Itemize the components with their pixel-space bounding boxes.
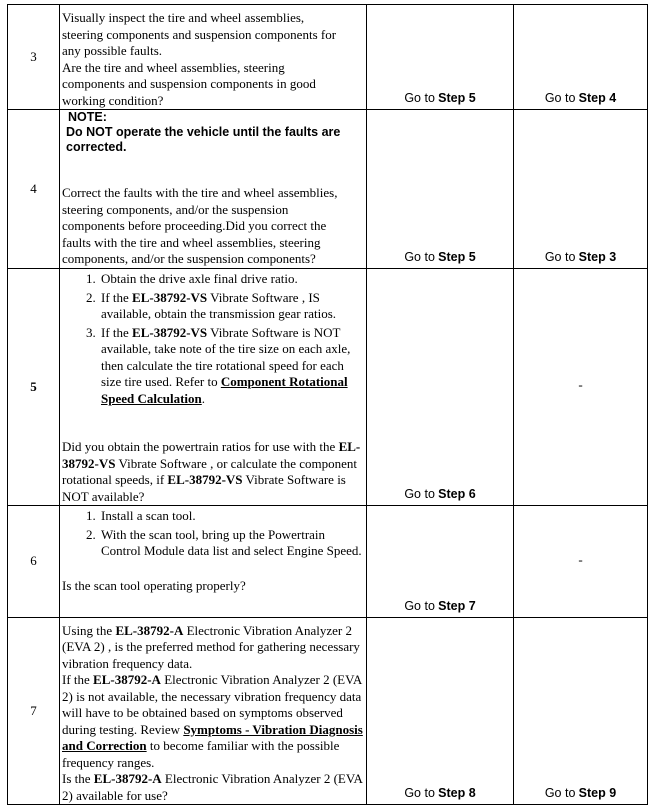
- note-heading: NOTE:: [68, 110, 107, 124]
- action-line: components, and/or the suspension components?: [62, 251, 316, 266]
- tool-id: EL-38792-VS: [132, 324, 208, 340]
- action-line: components before proceeding.Did you correct the: [62, 218, 327, 233]
- step-number: 6: [8, 506, 60, 618]
- goto-step-link[interactable]: Step 8: [438, 785, 476, 800]
- goto-step-link[interactable]: Step 3: [578, 249, 617, 264]
- spacer: [62, 409, 364, 439]
- goto-step-link[interactable]: Step 4: [578, 90, 617, 105]
- action-line: Correct the faults with the tire and wheel assemblies,: [62, 185, 338, 200]
- step-question: Is the EL-38792-A Electronic Vibration Analyzer 2 (EVA 2) available for use?: [62, 771, 363, 803]
- table-row-step-5: [8, 269, 648, 506]
- tool-id: EL-38792-A: [115, 622, 184, 638]
- step-paragraph: If the EL-38792-A Electronic Vibration Analyzer 2 (EVA 2) is not available, the necessary vibration frequency data will have to be obtained based on symptoms observed during testing. Review Symptoms - Vibration Diagnosis and Correction to become familiar with the possible frequency ranges.: [62, 672, 363, 770]
- yes-result: [367, 110, 514, 269]
- goto-prefix: Go to: [544, 785, 576, 800]
- goto-step-link[interactable]: Step 6: [438, 486, 476, 501]
- no-result: -: [514, 506, 648, 618]
- rotational-speed-link[interactable]: Component Rotational Speed Calculation: [101, 374, 348, 406]
- goto-step-link[interactable]: Step 7: [438, 598, 476, 613]
- note-text: Do NOT operate the vehicle until the faults are corrected.: [66, 125, 341, 154]
- no-result: -: [514, 269, 648, 506]
- action-line: faults with the tire and wheel assemblies, steering: [62, 234, 321, 250]
- action-line: steering components and suspension components for: [62, 26, 337, 42]
- step-number: 5: [8, 269, 60, 506]
- no-result: [514, 110, 648, 269]
- step-question: Did you obtain the powertrain ratios for use with the EL-38792-VS Vibrate Software , or calculate the component rotational speeds, if EL-38792-VS Vibrate Software is NOT available?: [62, 439, 361, 504]
- action-line: Are the tire and wheel assemblies, steering: [62, 59, 285, 75]
- step-action: [60, 269, 367, 506]
- list-item: 1. Obtain the drive axle final drive ratio.: [99, 271, 364, 288]
- list-item: 2. With the scan tool, bring up the Powertrain Control Module data list and select Engine Speed.: [99, 527, 364, 560]
- yes-result: [367, 5, 514, 110]
- action-line: components and suspension components in good: [62, 76, 316, 91]
- yes-result: [367, 269, 514, 506]
- action-line: any possible faults.: [62, 43, 163, 58]
- tool-id: EL-38792-A: [93, 771, 162, 786]
- no-result: [514, 618, 648, 805]
- goto-prefix: Go to: [404, 249, 435, 264]
- goto-prefix: Go to: [544, 90, 576, 105]
- step-paragraph: Using the EL-38792-A Electronic Vibration Analyzer 2 (EVA 2) , is the preferred method for gathering necessary vibration frequency data.: [62, 622, 360, 671]
- step-action: [60, 506, 367, 618]
- procedure-list: [62, 508, 364, 560]
- goto-step-link[interactable]: Step 5: [438, 249, 476, 264]
- yes-result: [367, 618, 514, 805]
- yes-result: [367, 506, 514, 618]
- goto-step-link[interactable]: Step 5: [438, 90, 476, 105]
- step-number: 7: [8, 618, 60, 805]
- tool-id: EL-38792-VS: [132, 289, 208, 305]
- goto-prefix: Go to: [404, 785, 435, 800]
- list-item: 3. If the EL-38792-VS Vibrate Software is NOT available, take note of the tire size on each axle, then calculate the tire rotational speed for each size tire used. Refer to Component Rotational Speed Calculation.: [99, 325, 364, 408]
- step-action: [60, 618, 367, 805]
- list-item: 1. Install a scan tool.: [99, 508, 364, 525]
- goto-prefix: Go to: [404, 598, 435, 613]
- symptoms-vibration-link[interactable]: Symptoms - Vibration Diagnosis and Correction: [62, 721, 363, 753]
- diagnostic-steps-table: [7, 4, 648, 805]
- goto-step-link[interactable]: Step 9: [578, 785, 617, 800]
- goto-prefix: Go to: [544, 249, 576, 264]
- table-row-step-4: [8, 110, 648, 269]
- spacer: [62, 562, 364, 578]
- action-line: Visually inspect the tire and wheel assemblies,: [62, 10, 305, 25]
- step-question: Is the scan tool operating properly?: [62, 577, 246, 593]
- tool-id: EL-38792-A: [93, 672, 161, 687]
- action-line: working condition?: [62, 92, 164, 108]
- step-number: 4: [8, 110, 60, 269]
- step-number: 3: [8, 5, 60, 110]
- tool-id: EL-38792-VS: [62, 439, 361, 471]
- no-result: [514, 5, 648, 110]
- tool-id: EL-38792-VS: [167, 472, 243, 487]
- list-item: 2. If the EL-38792-VS Vibrate Software , IS available, obtain the transmission gear ratios.: [99, 290, 364, 323]
- table-row-step-7: [8, 618, 648, 805]
- spacer: [62, 155, 364, 185]
- goto-prefix: Go to: [404, 486, 435, 501]
- table-row-step-3: [8, 5, 648, 110]
- table-row-step-6: [8, 506, 648, 618]
- step-action: [60, 5, 367, 110]
- action-line: steering components, and/or the suspension: [62, 201, 289, 217]
- goto-prefix: Go to: [404, 90, 435, 105]
- step-action: [60, 110, 367, 269]
- procedure-list: [62, 271, 364, 407]
